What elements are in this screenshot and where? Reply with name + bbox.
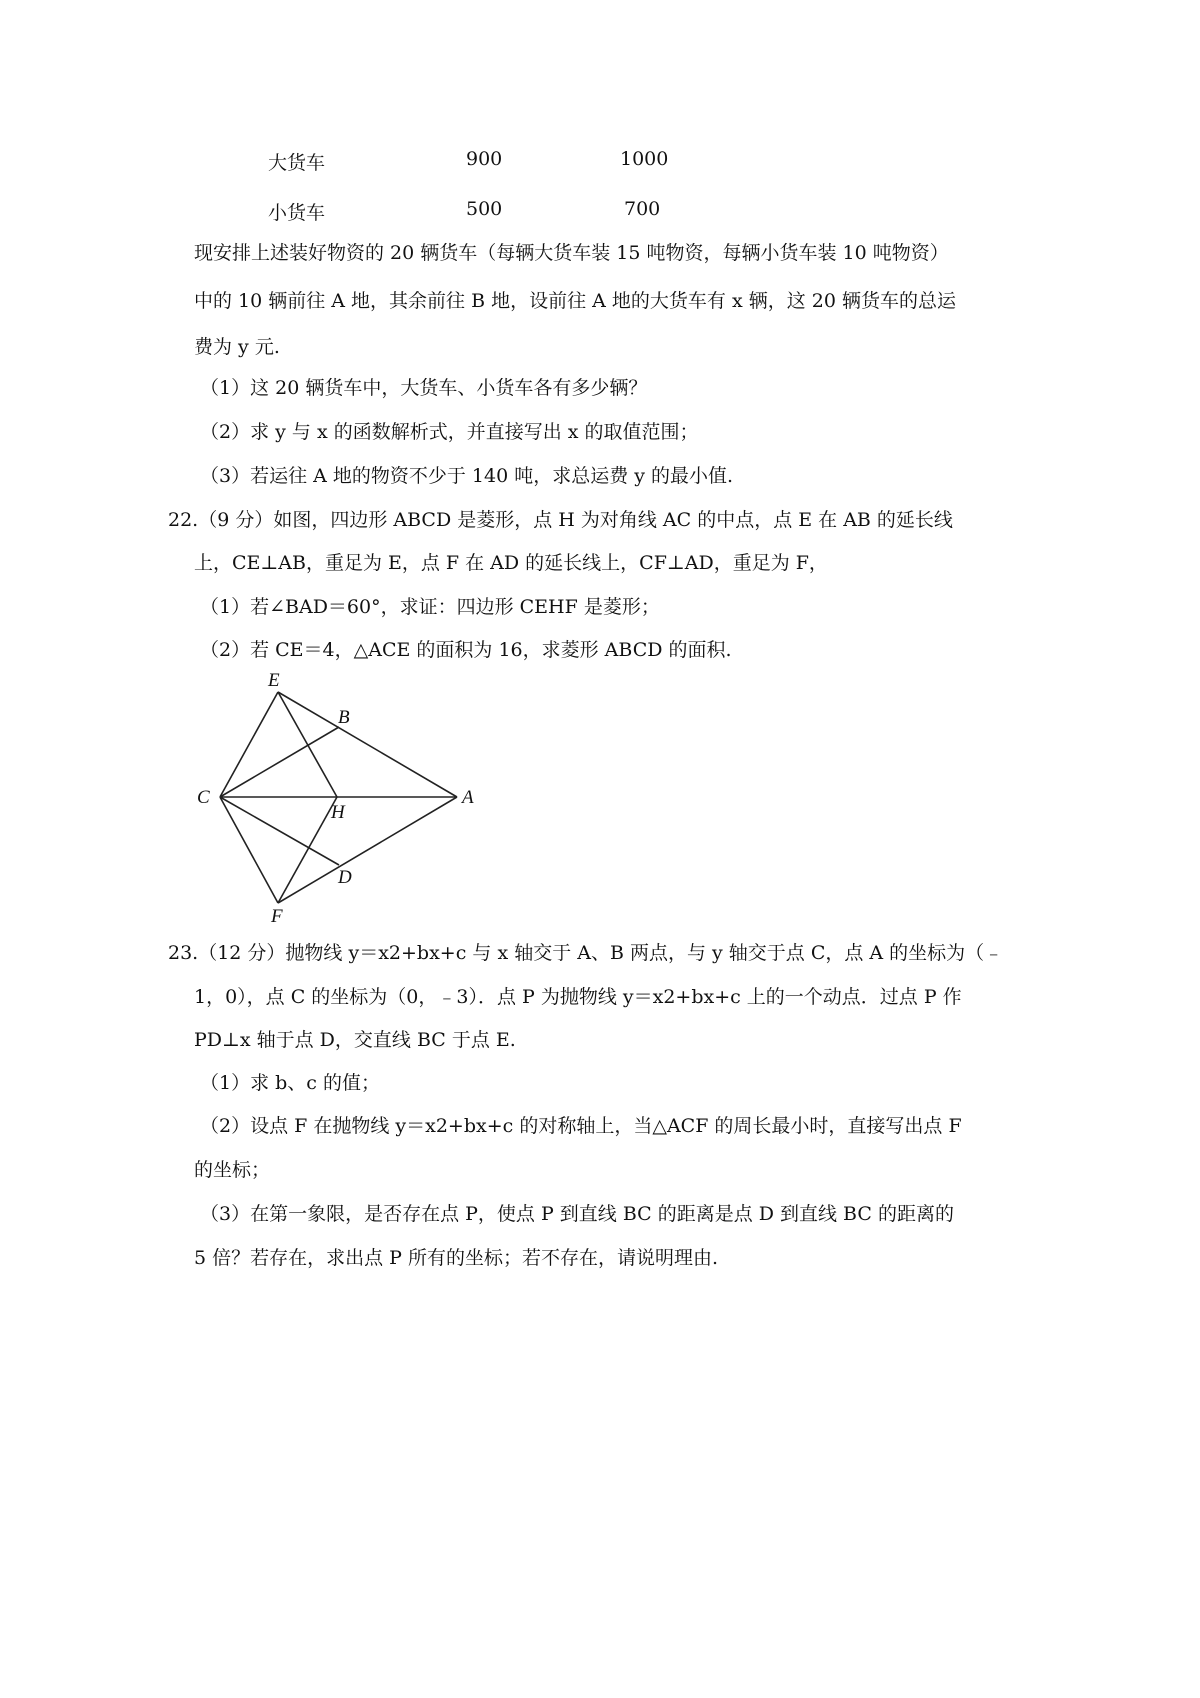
q22-part2: （2）若 CE＝4，△ACE 的面积为 16，求菱形 ABCD 的面积. [200,639,732,661]
q23-part3-line1: （3）在第一象限，是否存在点 P，使点 P 到直线 BC 的距离是点 D 到直线 BC 的距离的 [200,1203,954,1225]
q21-intro-line3: 费为 y 元. [194,336,280,358]
vehicle-type: 大货车 [268,152,326,174]
label-D: D [338,867,352,888]
q23-part2-line1: （2）设点 F 在抛物线 y＝x2+bx+c 的对称轴上，当△ACF 的周长最小时，直接写出点 F [200,1115,962,1137]
q23-part2-line2: 的坐标； [194,1159,271,1181]
cost-b: 700 [624,198,661,220]
q21-intro-line1: 现安排上述装好物资的 20 辆货车（每辆大货车装 15 吨物资，每辆小货车装 10 吨物资） [194,242,949,264]
label-C: C [197,787,210,808]
table-row [0,148,1200,172]
label-A: A [462,787,474,808]
label-B: B [338,707,350,728]
segment-EH [278,692,337,797]
q21-part1: （1）这 20 辆货车中，大货车、小货车各有多少辆？ [200,377,648,399]
label-F: F [271,906,283,927]
q23-line2: 1，0），点 C 的坐标为（0，﹣3）．点 P 为抛物线 y＝x2+bx+c 上的一个动点．过点 P 作 [194,986,962,1008]
segment-CB [220,727,339,797]
segment-FH [278,797,337,903]
q21-intro-line2: 中的 10 辆前往 A 地，其余前往 B 地，设前往 A 地的大货车有 x 辆，这 20 辆货车的总运 [194,290,956,312]
cost-a: 900 [466,148,503,170]
q22-part1: （1）若∠BAD＝60°，求证：四边形 CEHF 是菱形； [200,596,660,618]
cost-b: 1000 [620,148,669,170]
label-H: H [331,802,345,823]
q23-part1: （1）求 b、c 的值； [200,1072,380,1094]
q23-line3: PD⊥x 轴于点 D，交直线 BC 于点 E. [194,1029,516,1051]
table-row [0,198,1200,222]
q22-line2: 上，CE⊥AB，重足为 E，点 F 在 AD 的延长线上，CF⊥AD，重足为 F， [194,552,828,574]
q23-line1: 23.（12 分）抛物线 y＝x2+bx+c 与 x 轴交于 A、B 两点，与 y 轴交于点 C，点 A 的坐标为（﹣ [168,942,1004,964]
q23-part3-line2: 5 倍？若存在，求出点 P 所有的坐标；若不存在，请说明理由. [194,1247,719,1269]
label-E: E [268,670,280,691]
q22-line1: 22.（9 分）如图，四边形 ABCD 是菱形，点 H 为对角线 AC 的中点，点 E 在 AB 的延长线 [168,509,953,531]
q21-part3: （3）若运往 A 地的物资不少于 140 吨，求总运费 y 的最小值. [200,465,734,487]
vehicle-type: 小货车 [268,202,326,224]
rhombus-figure [190,660,510,930]
q21-part2: （2）求 y 与 x 的函数解析式，并直接写出 x 的取值范围； [200,421,699,443]
cost-a: 500 [466,198,503,220]
segment-EA [278,692,457,797]
segment-FA [278,797,457,903]
segment-CE [220,692,278,797]
